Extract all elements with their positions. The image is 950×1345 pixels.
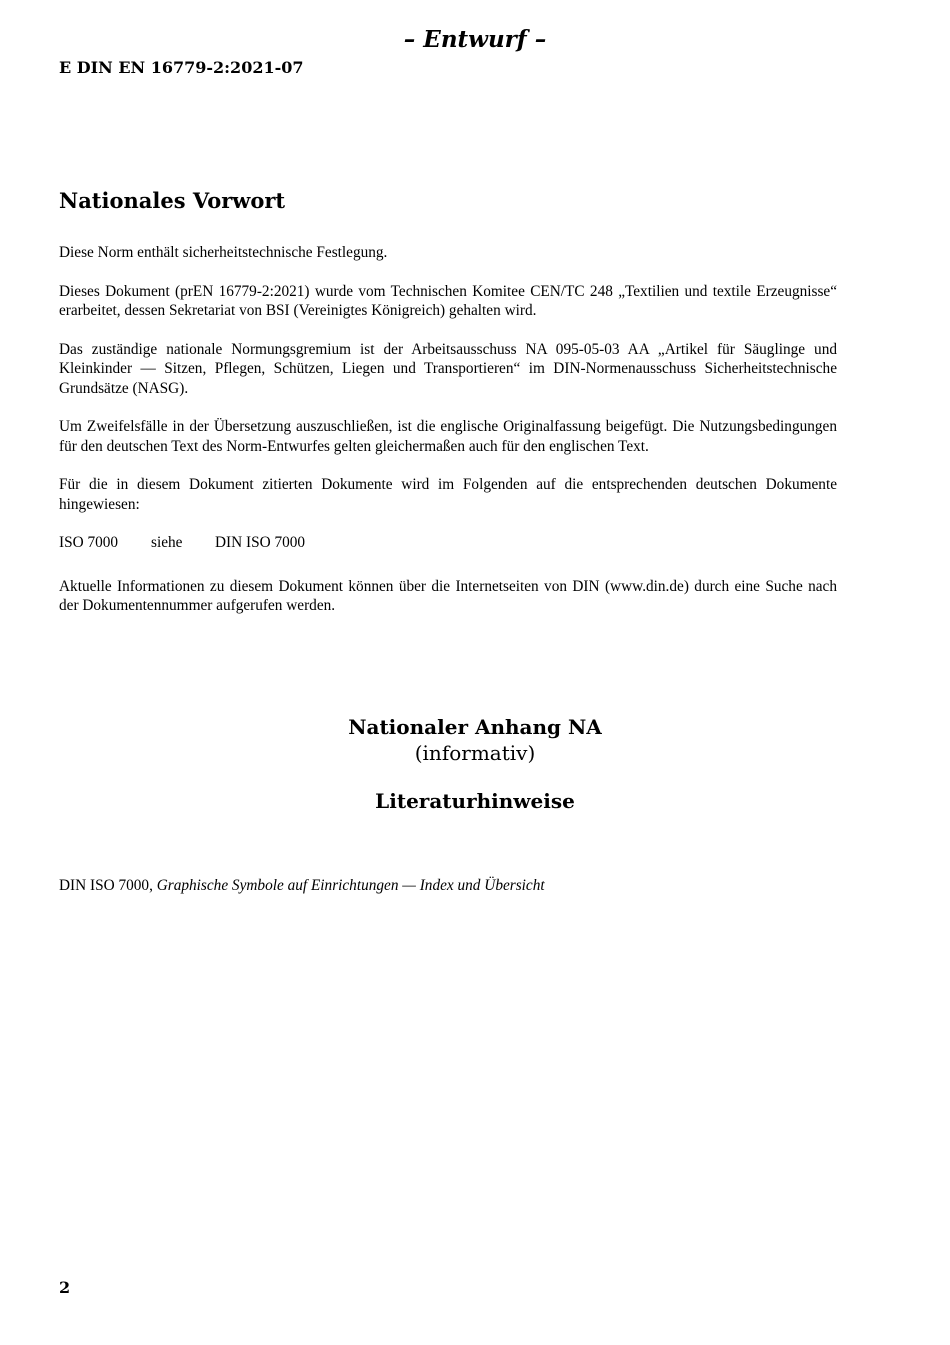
annex-heading bbox=[0, 713, 950, 765]
annex-title: Nationaler Anhang NA bbox=[348, 715, 602, 739]
cross-reference-row bbox=[59, 533, 837, 553]
foreword-paragraph: Diese Norm enthält sicherheitstechnische Festlegung. bbox=[59, 244, 388, 261]
foreword-section bbox=[59, 186, 837, 635]
bibliography-entry-title: Graphische Symbole auf Einrichtungen — Index und Übersicht bbox=[156, 877, 545, 894]
bibliography-entry bbox=[59, 876, 545, 896]
draft-mark: – Entwurf – bbox=[403, 26, 547, 53]
bibliography-entry-ref: DIN ISO 7000, bbox=[59, 877, 153, 894]
page-number: 2 bbox=[59, 1278, 71, 1297]
xref-relation: siehe bbox=[151, 534, 183, 551]
annex-subtitle: (informativ) bbox=[414, 741, 536, 765]
foreword-paragraph: Dieses Dokument (prEN 16779-2:2021) wurde vom Technischen Komitee CEN/TC 248 „Textilien und textile Erzeugnisse“ erarbeitet, dessen Sekretariat von BSI (Vereinigtes Königreich) gehalten wird. bbox=[59, 282, 837, 319]
xref-source: ISO 7000 bbox=[59, 534, 119, 551]
bibliography-title: Literaturhinweise bbox=[375, 789, 575, 813]
document-number: E DIN EN 16779-2:2021-07 bbox=[59, 58, 304, 77]
foreword-paragraph: Um Zweifelsfälle in der Übersetzung auszuschließen, ist die englische Originalfassung beigefügt. Die Nutzungsbedingungen für den deutschen Text des Norm-Entwurfes gelten gleichermaßen auch für den englischen Text. bbox=[59, 418, 837, 455]
foreword-title: Nationales Vorwort bbox=[59, 188, 286, 213]
foreword-paragraph: Das zuständige nationale Normungsgremium ist der Arbeitsausschuss NA 095-05-03 AA „Artikel für Säuglinge und Kleinkinder — Sitzen, Pflegen, Schützen, Liegen und Transportieren“ im DIN-Normenausschuss Sicherheitstechnische Grundsätze (NASG). bbox=[59, 340, 837, 397]
foreword-paragraph: Für die in diesem Dokument zitierten Dokumente wird im Folgenden auf die entsprechenden deutschen Dokumente hingewiesen: bbox=[59, 476, 837, 513]
foreword-closing-paragraph: Aktuelle Informationen zu diesem Dokument können über die Internetseiten von DIN (www.din.de) durch eine Suche nach der Dokumentennummer aufgerufen werden. bbox=[59, 577, 837, 614]
xref-target: DIN ISO 7000 bbox=[215, 534, 306, 551]
